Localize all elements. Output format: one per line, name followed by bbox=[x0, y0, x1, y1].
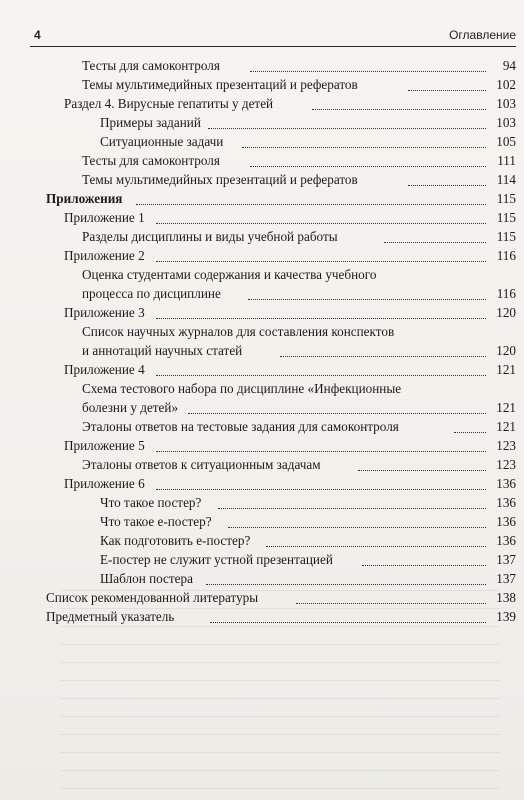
toc-entry-page: 115 bbox=[496, 210, 516, 225]
toc-entry-title: Список рекомендованной литературы bbox=[46, 590, 259, 605]
dot-leader bbox=[266, 545, 486, 547]
toc-entry-page: 120 bbox=[496, 305, 516, 320]
toc-entry-page: 123 bbox=[496, 438, 516, 453]
toc-entry[interactable] bbox=[82, 76, 516, 94]
toc-entry[interactable] bbox=[100, 494, 516, 512]
toc-entry-page: 138 bbox=[496, 590, 516, 605]
toc-entry-page: 136 bbox=[496, 514, 516, 529]
toc-entry-title: Эталоны ответов на тестовые задания для самоконтроля bbox=[82, 419, 399, 434]
toc-entry[interactable] bbox=[82, 285, 516, 303]
toc-entry-page: 121 bbox=[496, 419, 516, 434]
dot-leader bbox=[250, 165, 486, 167]
toc-entry-title: Оценка студентами содержания и качества учебного bbox=[82, 267, 377, 282]
toc-entry[interactable] bbox=[46, 190, 516, 208]
dot-leader bbox=[136, 203, 486, 205]
toc-entry-title: Раздел 4. Вирусные гепатиты у детей bbox=[64, 96, 274, 111]
toc-entry[interactable] bbox=[82, 342, 516, 360]
toc-entry-page: 103 bbox=[496, 115, 516, 130]
dot-leader bbox=[362, 564, 486, 566]
toc-entry[interactable] bbox=[82, 399, 516, 417]
toc-entry-title: Темы мультимедийных презентаций и рефератов bbox=[82, 172, 358, 187]
toc-entry-title: Тесты для самоконтроля bbox=[82, 58, 220, 73]
toc-entry[interactable] bbox=[82, 418, 516, 436]
toc-entry-page: 103 bbox=[496, 96, 516, 111]
toc-entry[interactable] bbox=[82, 456, 516, 474]
page-number: 4 bbox=[34, 28, 41, 42]
toc-entry[interactable] bbox=[64, 475, 516, 493]
toc-entry-title: Ситуационные задачи bbox=[100, 134, 224, 149]
toc-entry-page: 115 bbox=[496, 191, 516, 206]
dot-leader bbox=[156, 450, 486, 452]
toc-entry[interactable] bbox=[64, 95, 516, 113]
toc-entry-page: 137 bbox=[496, 571, 516, 586]
dot-leader bbox=[296, 602, 486, 604]
toc-entry[interactable] bbox=[100, 114, 516, 132]
dot-leader bbox=[242, 146, 486, 148]
toc-entry-page: 136 bbox=[496, 533, 516, 548]
toc-entry-title: Предметный указатель bbox=[46, 609, 175, 624]
toc-entry-title: Схема тестового набора по дисциплине «Инфекционные bbox=[82, 381, 402, 396]
toc-entry-page: 123 bbox=[496, 457, 516, 472]
toc-entry-page: 121 bbox=[496, 362, 516, 377]
toc-entry[interactable] bbox=[82, 228, 516, 246]
running-title: Оглавление bbox=[449, 28, 516, 42]
toc-entry-page: 139 bbox=[496, 609, 516, 624]
toc-entry-page: 115 bbox=[496, 229, 516, 244]
toc-entry[interactable] bbox=[64, 437, 516, 455]
toc-entry[interactable] bbox=[100, 551, 516, 569]
toc-entry-page: 136 bbox=[496, 495, 516, 510]
toc-entry-title: Приложение 2 bbox=[64, 248, 145, 263]
toc-entry-title: Приложения bbox=[46, 191, 123, 206]
toc-entry-title: Темы мультимедийных презентаций и рефератов bbox=[82, 77, 358, 92]
toc-entry-page: 94 bbox=[502, 58, 516, 73]
toc-entry-page: 114 bbox=[496, 172, 516, 187]
toc-entry[interactable] bbox=[64, 209, 516, 227]
toc-entry[interactable] bbox=[64, 361, 516, 379]
dot-leader bbox=[248, 298, 486, 300]
toc-entry-page: 121 bbox=[496, 400, 516, 415]
toc-entry-page: 105 bbox=[496, 134, 516, 149]
dot-leader bbox=[228, 526, 486, 528]
toc-entry[interactable] bbox=[64, 247, 516, 265]
toc-entry-title: Что такое е-постер? bbox=[100, 514, 212, 529]
dot-leader bbox=[250, 70, 486, 72]
dot-leader bbox=[312, 108, 486, 110]
toc-entry[interactable] bbox=[82, 152, 516, 170]
toc-entry[interactable] bbox=[100, 570, 516, 588]
toc-entry[interactable] bbox=[100, 513, 516, 531]
toc-entry-page: 111 bbox=[497, 153, 516, 168]
toc-entry-page: 116 bbox=[496, 286, 516, 301]
toc-entry[interactable] bbox=[64, 304, 516, 322]
dot-leader bbox=[156, 488, 486, 490]
toc-entry-title: Приложение 6 bbox=[64, 476, 145, 491]
toc-entry-title-cont: процесса по дисциплине bbox=[82, 286, 221, 301]
toc-entry-title: Е-постер не служит устной презентацией bbox=[100, 552, 333, 567]
dot-leader bbox=[156, 260, 486, 262]
toc-entry-title: Приложение 5 bbox=[64, 438, 145, 453]
dot-leader bbox=[454, 431, 486, 433]
toc-entry-title: Что такое постер? bbox=[100, 495, 202, 510]
toc-entry[interactable] bbox=[100, 133, 516, 151]
toc-entry[interactable] bbox=[46, 608, 516, 626]
toc-entry-title: Как подготовить е-постер? bbox=[100, 533, 251, 548]
dot-leader bbox=[188, 412, 486, 414]
dot-leader bbox=[156, 317, 486, 319]
toc-entry[interactable] bbox=[46, 589, 516, 607]
toc-entry-page: 137 bbox=[496, 552, 516, 567]
dot-leader bbox=[156, 374, 486, 376]
dot-leader bbox=[280, 355, 486, 357]
toc-entry-title: Тесты для самоконтроля bbox=[82, 153, 220, 168]
toc-entry-title: Приложение 4 bbox=[64, 362, 145, 377]
toc-entry-title: Приложение 3 bbox=[64, 305, 145, 320]
dot-leader bbox=[358, 469, 486, 471]
toc-entry-title: Приложение 1 bbox=[64, 210, 145, 225]
dot-leader bbox=[156, 222, 486, 224]
dot-leader bbox=[208, 127, 486, 129]
toc-entry-title: Разделы дисциплины и виды учебной работы bbox=[82, 229, 338, 244]
dot-leader bbox=[408, 184, 486, 186]
dot-leader bbox=[206, 583, 486, 585]
dot-leader bbox=[408, 89, 486, 91]
toc-entry-page: 102 bbox=[496, 77, 516, 92]
toc-entry-page: 136 bbox=[496, 476, 516, 491]
toc-entry-title: Примеры заданий bbox=[100, 115, 201, 130]
dot-leader bbox=[210, 621, 486, 623]
toc-entry-page: 116 bbox=[496, 248, 516, 263]
toc-entry-title: Эталоны ответов к ситуационным задачам bbox=[82, 457, 321, 472]
toc-entry-title: Шаблон постера bbox=[100, 571, 193, 586]
dot-leader bbox=[384, 241, 486, 243]
toc-entry[interactable] bbox=[82, 57, 516, 75]
toc-entry-page: 120 bbox=[496, 343, 516, 358]
toc-entry[interactable] bbox=[82, 171, 516, 189]
toc-entry-title-cont: болезни у детей» bbox=[82, 400, 179, 415]
toc-entry[interactable] bbox=[100, 532, 516, 550]
toc-entry-title: Список научных журналов для составления конспектов bbox=[82, 324, 395, 339]
toc-entry-title-cont: и аннотаций научных статей bbox=[82, 343, 243, 358]
dot-leader bbox=[218, 507, 486, 509]
